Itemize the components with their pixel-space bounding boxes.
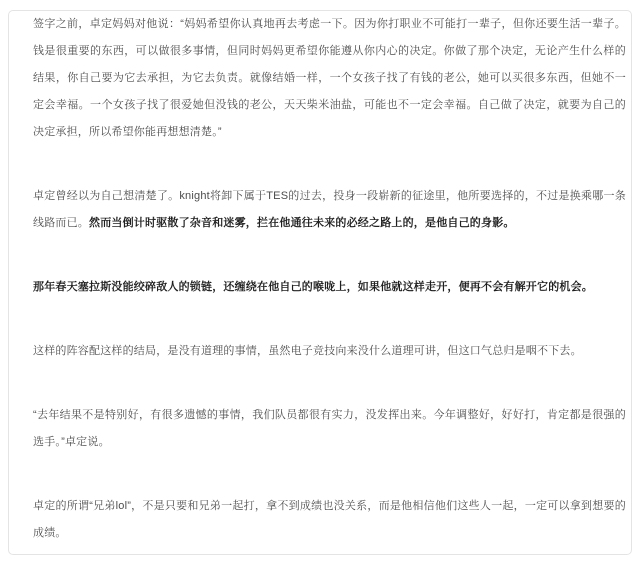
paragraph-quote-last-year [33,402,626,456]
paragraph-text: 这样的阵容配这样的结局，是没有道理的事情，虽然电子竞技向来没什么道理可讲，但这口气总归是咽不下去。 [33,345,582,357]
paragraph-text: “去年结果不是特别好，有很多遗憾的事情，我们队员都很有实力，没发挥出来。今年调整好，好好打，肯定都是很强的选手。”卓定说。 [33,409,626,448]
paragraph-brother-lol [33,493,626,547]
paragraph-bold-text: 然而当倒计时驱散了杂音和迷雾，拦在他通往未来的必经之路上的，是他自己的身影。 [89,217,515,229]
paragraph-sylas-chains [33,274,626,301]
article-card [8,10,632,555]
paragraph-knight-decision [33,183,626,237]
paragraph-text: 卓定曾经以为自己想清楚了。knight将卸下属于TES的过去，投身一段崭新的征途里，他所要选择的，不过是换乘哪一条线路而已。 [33,190,626,229]
paragraph-text: 卓定的所谓“兄弟lol”，不是只要和兄弟一起打，拿不到成绩也没关系，而是他相信他们这些人一起，一定可以拿到想要的成绩。 [33,500,626,539]
paragraph-mother-advice [33,11,626,146]
paragraph-bold-text: 那年春天塞拉斯没能绞碎敌人的锁链，还缠绕在他自己的喉咙上，如果他就这样走开，便再不会有解开它的机会。 [33,281,593,293]
paragraph-unreasonable-result [33,338,626,365]
paragraph-text: 签字之前，卓定妈妈对他说：“妈妈希望你认真地再去考虑一下。因为你打职业不可能打一辈子，但你还要生活一辈子。钱是很重要的东西，可以做很多事情，但同时妈妈更希望你能遵从你内心的决定。你做了那个决定，无论产生什么样的结果，你自己要为它去承担，为它去负责。就像结婚一样，一个女孩子找了有钱的老公，她可以买很多东西，但她不一定会幸福。一个女孩子找了很爱她但没钱的老公，天天柴米油盐，可能也不一定会幸福。自己做了决定，就要为自己的决定承担，所以希望你能再想想清楚。” [33,18,626,138]
